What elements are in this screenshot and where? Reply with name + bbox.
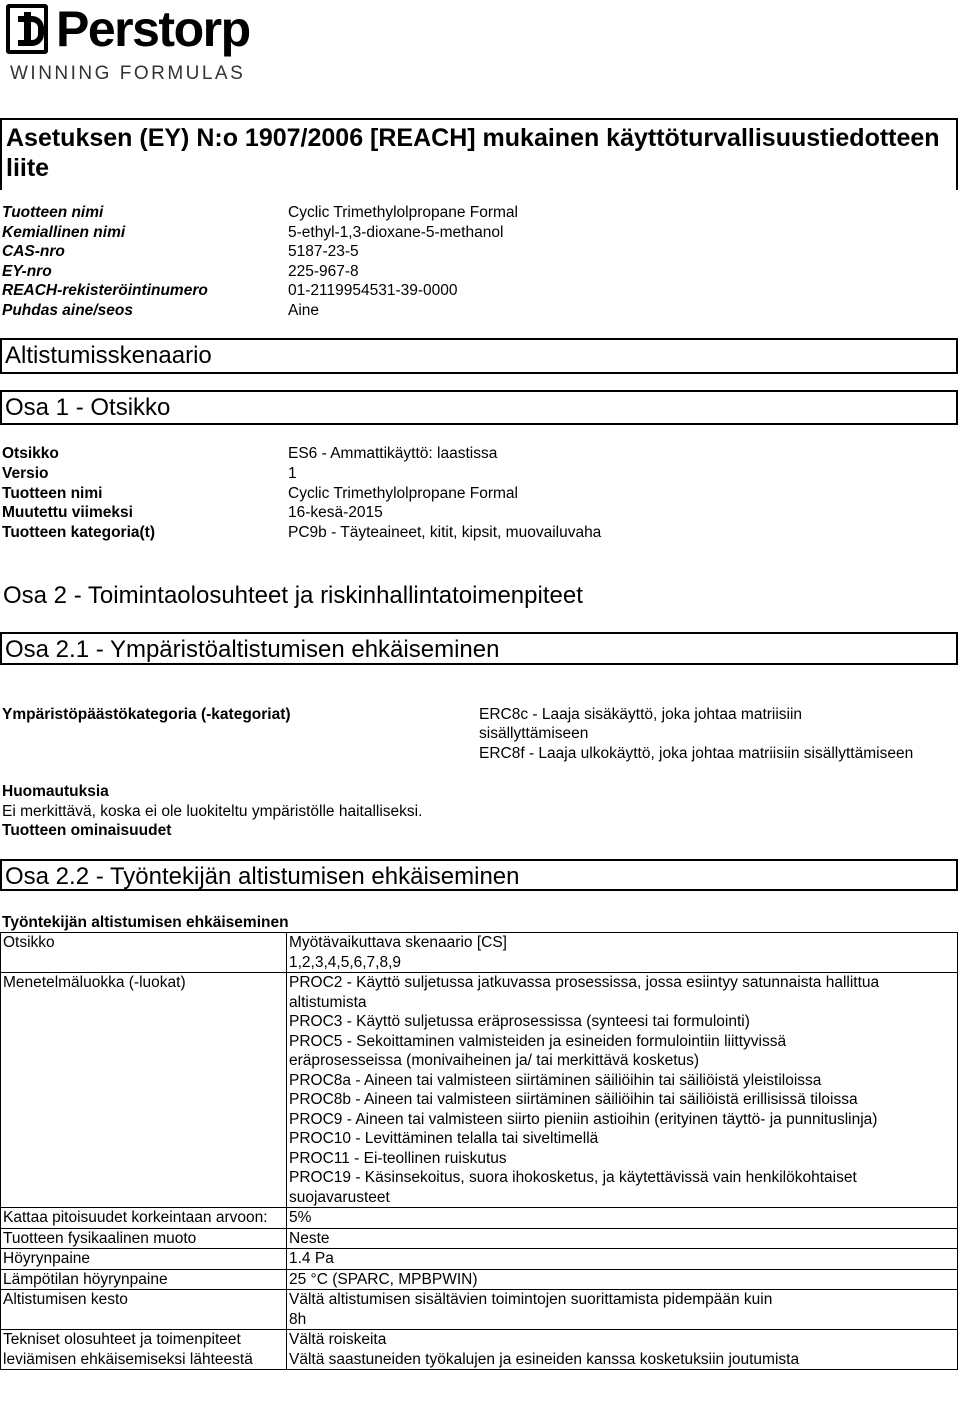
row-value-proc — [287, 973, 958, 1208]
cell-line: PROC19 - Käsinsekoitus, suora ihokosketus, ja käytettävissä vain henkilökohtaiset — [289, 1169, 857, 1186]
value-chemical-name: 5-ethyl-1,3-dioxane-5-methanol — [288, 224, 504, 241]
cell-line: PROC8b - Aineen tai valmisteen siirtäminen säiliöihin tai säiliöistä erillisissä tiloissa — [289, 1091, 858, 1108]
row-label-title: Otsikko — [1, 933, 287, 973]
cell-line: Vältä saastuneiden työkalujen ja esineiden kanssa kosketuksiin joutumista — [289, 1350, 800, 1368]
value-cas: 5187-23-5 — [288, 243, 359, 260]
s1-value-modified: 16-kesä-2015 — [288, 504, 383, 521]
row-value-duration — [287, 1290, 958, 1330]
remarks-label: Huomautuksia — [2, 783, 109, 800]
cell-line: Vältä altistumisen sisältävien toimintojen suorittamista pidempään kuin — [289, 1291, 773, 1308]
section-2-2-heading: Osa 2.2 - Työntekijän altistumisen ehkäiseminen — [0, 859, 958, 891]
table-row — [1, 973, 958, 1208]
env-category-value-1: ERC8c - Laaja sisäkäyttö, joka johtaa matriisiin — [479, 706, 803, 723]
row-label-vapour-pressure: Höyrynpaine — [1, 1249, 287, 1270]
cell-line: 25 °C (SPARC, MPBPWIN) — [289, 1270, 478, 1288]
cell-line: PROC11 - Ei-teollinen ruiskutus — [289, 1149, 507, 1167]
table-row — [1, 1290, 958, 1330]
s1-label-category: Tuotteen kategoria(t) — [2, 524, 155, 541]
s1-label-version: Versio — [2, 465, 49, 482]
row-label-physical-form: Tuotteen fysikaalinen muoto — [1, 1228, 287, 1249]
remarks-text: Ei merkittävä, koska ei ole luokiteltu ympäristölle haitalliseksi. — [2, 803, 423, 820]
cell-line: 1,2,3,4,5,6,7,8,9 — [289, 953, 402, 971]
row-label-concentration: Kattaa pitoisuudet korkeintaan arvoon: — [1, 1208, 287, 1229]
row-value-physical-form — [287, 1228, 958, 1249]
s1-value-category: PC9b - Täyteaineet, kitit, kipsit, muovailuvaha — [288, 524, 602, 541]
row-label-duration: Altistumisen kesto — [1, 1290, 287, 1330]
cell-line: PROC3 - Käyttö suljetussa eräprosessissa (synteesi tai formulointi) — [289, 1013, 750, 1030]
table-row — [1, 1208, 958, 1229]
table-row — [1, 1330, 958, 1370]
section-2-1-heading: Osa 2.1 - Ympäristöaltistumisen ehkäiseminen — [0, 632, 958, 665]
cell-line: PROC8a - Aineen tai valmisteen siirtäminen säiliöihin tai säiliöistä yleistiloissa — [289, 1071, 822, 1089]
row-value-vapour-pressure — [287, 1249, 958, 1270]
s1-value-version: 1 — [288, 465, 297, 482]
env-category-value-3: ERC8f - Laaja ulkokäyttö, joka johtaa matriisiin sisällyttämiseen — [479, 745, 914, 762]
row-value-temperature — [287, 1269, 958, 1290]
table-row — [1, 1269, 958, 1290]
cell-line: PROC9 - Aineen tai valmisteen siirto pieniin astioihin (erityinen täyttö- ja punnituslinja) — [289, 1110, 878, 1128]
cell-line: 5% — [289, 1209, 312, 1226]
s1-label-product: Tuotteen nimi — [2, 485, 103, 502]
cell-line: PROC5 - Sekoittaminen valmisteiden ja esineiden formulointiin liittyvissä — [289, 1032, 787, 1050]
cell-line: suojavarusteet — [289, 1188, 390, 1206]
s1-value-title: ES6 - Ammattikäyttö: laastissa — [288, 445, 498, 462]
document-title: Asetuksen (EY) N:o 1907/2006 [REACH] mukainen käyttöturvallisuustiedotteen liite — [0, 118, 958, 190]
logo-name: Perstorp — [56, 1, 250, 57]
label-reach: REACH-rekisteröintinumero — [2, 282, 208, 299]
row-label-technical: Tekniset olosuhteet ja toimenpiteet leviämisen ehkäisemiseksi lähteestä — [1, 1330, 287, 1370]
table-row — [1, 1249, 958, 1270]
s1-value-product: Cyclic Trimethylolpropane Formal — [288, 485, 518, 502]
value-reach: 01-2119954531-39-0000 — [288, 282, 458, 299]
row-value-concentration — [287, 1208, 958, 1229]
env-category-label: Ympäristöpäästökategoria (-kategoriat) — [2, 706, 291, 723]
row-value-title — [287, 933, 958, 973]
value-product-name: Cyclic Trimethylolpropane Formal — [288, 204, 518, 221]
cell-line: PROC2 - Käyttö suljetussa jatkuvassa prosessissa, jossa esiintyy satunnaista hallittua — [289, 974, 880, 991]
cell-line: Myötävaikuttava skenaario [CS] — [289, 934, 507, 951]
cell-line: 8h — [289, 1310, 307, 1328]
value-substance: Aine — [288, 302, 320, 319]
cell-line: altistumista — [289, 993, 367, 1011]
section-exposure-scenario: Altistumisskenaario — [0, 338, 958, 374]
value-ec: 225-967-8 — [288, 263, 359, 280]
cell-line: eräprosesseissa (monivaiheinen ja/ tai merkittävä kosketus) — [289, 1052, 700, 1069]
row-value-technical — [287, 1330, 958, 1370]
s1-label-title: Otsikko — [2, 445, 59, 462]
cell-line: Neste — [289, 1229, 330, 1247]
label-product-name: Tuotteen nimi — [2, 204, 104, 221]
section-1-heading: Osa 1 - Otsikko — [0, 390, 958, 425]
cell-line: 1.4 Pa — [289, 1250, 334, 1267]
product-properties-label: Tuotteen ominaisuudet — [2, 822, 172, 839]
label-cas: CAS-nro — [2, 243, 65, 260]
section-2-heading: Osa 2 - Toimintaolosuhteet ja riskinhallintatoimenpiteet — [3, 582, 583, 609]
label-substance: Puhdas aine/seos — [2, 302, 133, 319]
worker-exposure-table — [0, 932, 958, 1370]
worker-exposure-subheading: Työntekijän altistumisen ehkäiseminen — [2, 914, 289, 931]
label-ec: EY-nro — [2, 263, 52, 280]
label-chemical-name: Kemiallinen nimi — [2, 224, 126, 241]
cell-line: PROC10 - Levittäminen telalla tai siveltimellä — [289, 1130, 599, 1147]
row-label-temperature: Lämpötilan höyrynpaine — [1, 1269, 287, 1290]
perstorp-logo-icon — [6, 4, 48, 54]
table-row — [1, 1228, 958, 1249]
logo-tagline: WINNING FORMULAS — [10, 63, 246, 84]
cell-line: Vältä roiskeita — [289, 1331, 387, 1348]
s1-label-modified: Muutettu viimeksi — [2, 504, 133, 521]
env-category-value-2: sisällyttämiseen — [479, 725, 589, 742]
table-row — [1, 933, 958, 973]
row-label-proc: Menetelmäluokka (-luokat) — [1, 973, 287, 1208]
